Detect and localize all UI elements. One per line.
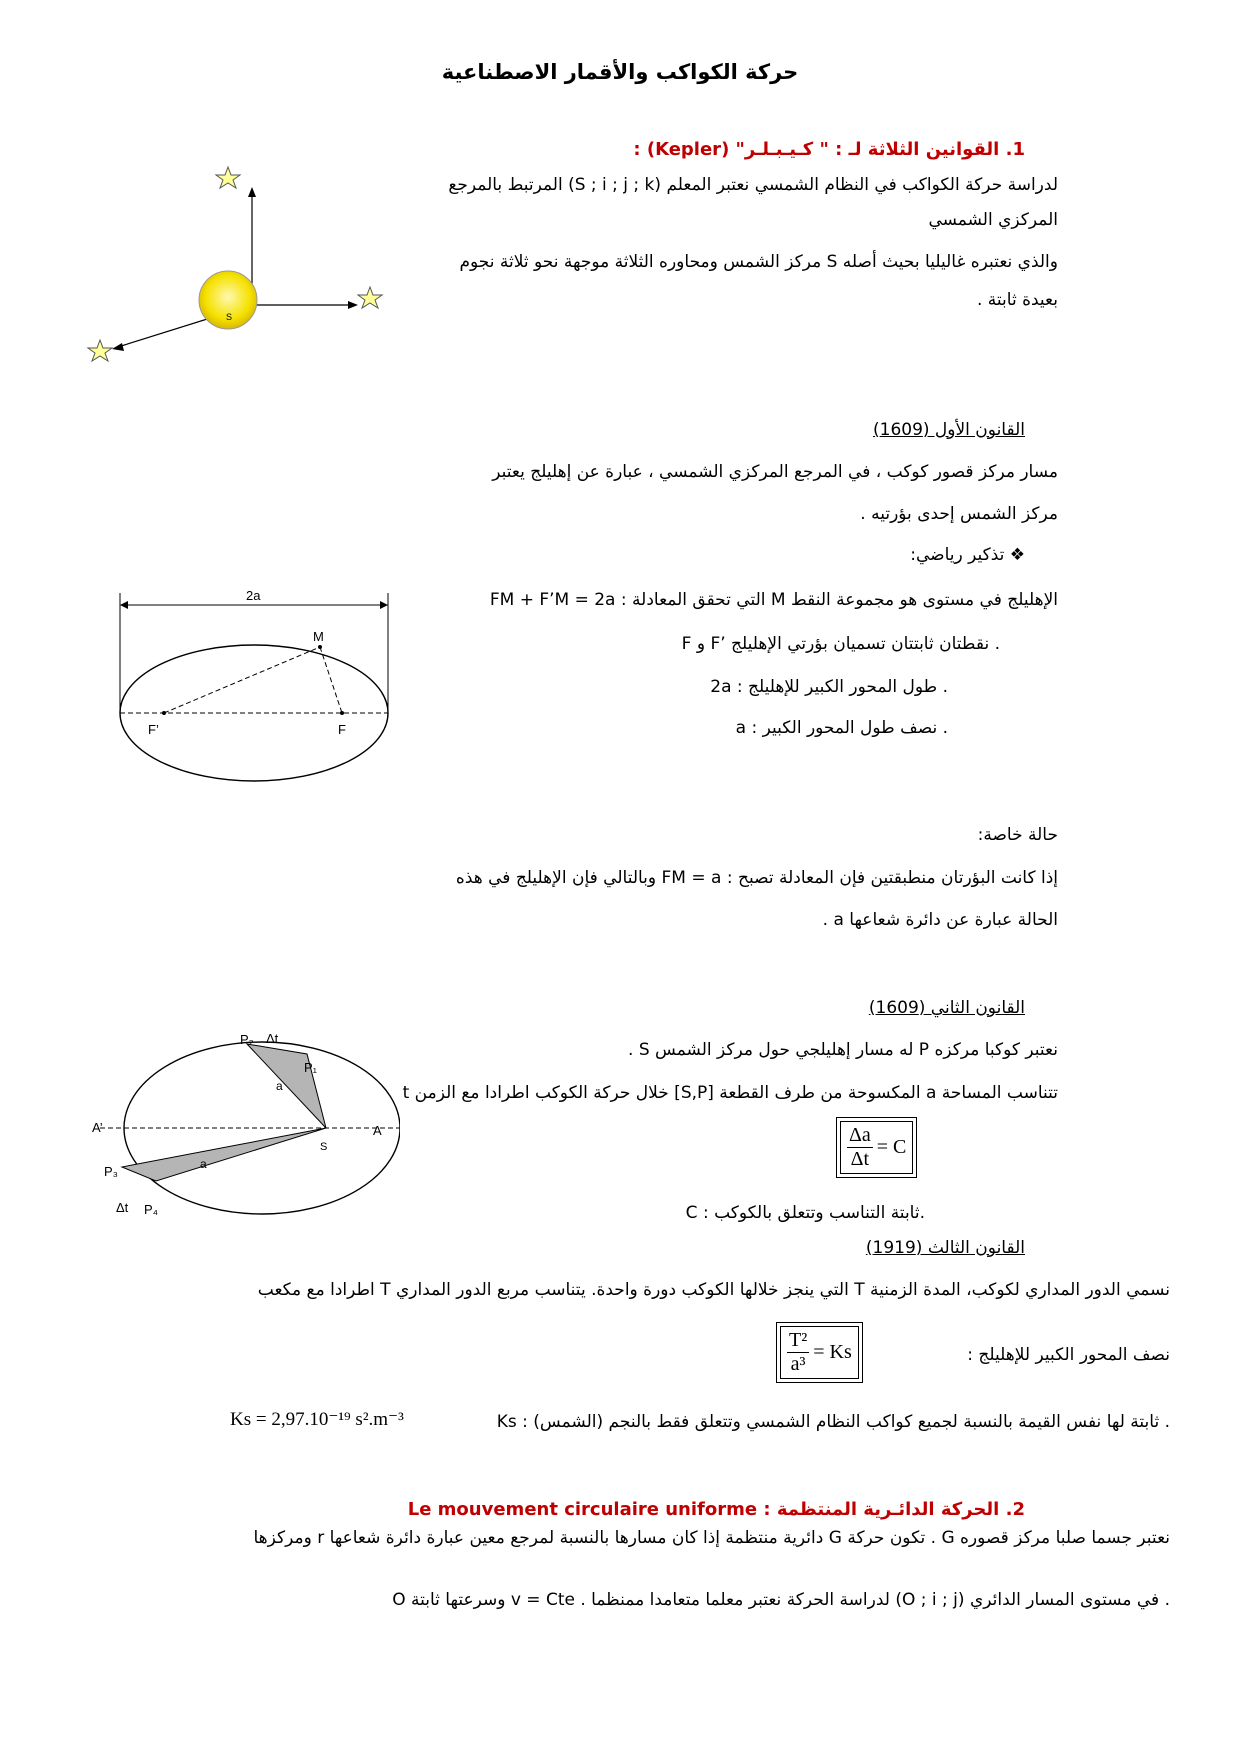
- page-title: حركة الكواكب والأقمار الاصطناعية: [441, 60, 799, 84]
- special-case-text-2: الحالة عبارة عن دائرة شعاعها a .: [822, 910, 1058, 930]
- intro-line-4: بعيدة ثابتة .: [977, 290, 1058, 310]
- law-3-fraction: [787, 1329, 809, 1376]
- heliocentric-frame-diagram: [80, 155, 420, 405]
- law-2-rhs: = C: [876, 1136, 907, 1158]
- section-2-title: الحركة الدائـرية المنتظمة : Le mouvement circulaire uniforme: [407, 1499, 1000, 1520]
- intro-line-2: المركزي الشمسي: [928, 210, 1058, 230]
- law-3-constant-text: Ks : ثابتة لها نفس القيمة بالنسبة لجميع كواكب النظام الشمسي وتتعلق فقط بالنجم (الشمس) .: [496, 1412, 1170, 1432]
- p2-label: P₂: [240, 1032, 254, 1047]
- law-2-constant-text: C : ثابتة التناسب وتتعلق بالكوكب.: [685, 1203, 925, 1223]
- law-2-heading: القانون الثاني (1609): [868, 998, 1025, 1018]
- law-3-text-2: نصف المحور الكبير للإهليلج :: [967, 1345, 1170, 1365]
- major-axis-label: 2a: [246, 588, 261, 603]
- section-1-heading: [633, 140, 1025, 160]
- swept-area-top: [247, 1044, 326, 1128]
- foci-definition: F و F’ نقطتان ثابتتان تسميان بؤرتي الإهليلج .: [681, 634, 1000, 654]
- areal-velocity-diagram: [90, 1028, 400, 1228]
- math-reminder-heading: ❖ تذكير رياضي:: [910, 545, 1025, 565]
- law-2-numerator: Δa: [849, 1124, 871, 1146]
- law-3-text-1: نسمي الدور المداري لكوكب، المدة الزمنية T التي ينجز خلالها الكوكب دورة واحدة. يتناسب مربع الدور المداري T اطرادا مع مكعب: [257, 1280, 1170, 1300]
- law-3-formula-box: [776, 1322, 863, 1383]
- section-2-heading: [408, 1500, 1025, 1520]
- p1-label: P₁: [304, 1060, 318, 1075]
- swept-area-bottom: [122, 1128, 326, 1181]
- law-1-heading: القانون الأول (1609): [872, 420, 1025, 440]
- aphelion-label: A’: [92, 1120, 103, 1135]
- law-3-denominator: a³: [790, 1353, 806, 1375]
- sun-label: S: [226, 312, 233, 322]
- law-2-text-1: نعتبر كوكبا مركزه P له مسار إهليلجي حول مركز الشمس S .: [628, 1040, 1058, 1060]
- law-2-fraction: [847, 1124, 873, 1171]
- star-icon-left: [88, 340, 112, 361]
- perihelion-label: A: [373, 1123, 382, 1138]
- law-3-numerator: T²: [789, 1329, 808, 1351]
- law-3-constant-value: Ks = 2,97.10⁻¹⁹ s².m⁻³: [230, 1409, 404, 1430]
- sun-s-label: S: [320, 1141, 328, 1153]
- ellipse-diagram: [110, 585, 410, 785]
- law-2-denominator: Δt: [850, 1148, 870, 1170]
- special-case-heading: حالة خاصة:: [977, 825, 1058, 845]
- area-top-label: a: [276, 1079, 283, 1093]
- p3-label: P₃: [104, 1164, 118, 1179]
- section-2-number: 2.: [1005, 1499, 1025, 1520]
- point-m-label: M: [313, 629, 324, 644]
- law-1-text-2: مركز الشمس إحدى بؤرتيه .: [860, 504, 1058, 524]
- focus-f-label: F: [338, 722, 346, 737]
- dt-bottom-label: Δt: [116, 1200, 129, 1215]
- law-3-rhs: = Ks: [813, 1341, 852, 1363]
- law-1-text-1: مسار مركز قصور كوكب ، في المرجع المركزي الشمسي ، عبارة عن إهليلج يعتبر: [492, 462, 1058, 482]
- section-2-text-2: O وسرعتها ثابتة v = Cte . لدراسة الحركة نعتبر معلما متعامدا ممنظما (O ; i ; j) في مستوى المسار الدائري .: [392, 1590, 1170, 1610]
- p4-label: P₄: [144, 1202, 158, 1217]
- section-2-text-1: نعتبر جسما صلبا مركز قصوره G . تكون حركة G دائرية منتظمة إذا كان مسارها بالنسبة لمرجع معين عبارة دائرة شعاعها r ومركزها: [253, 1528, 1170, 1548]
- area-bottom-label: a: [200, 1157, 207, 1171]
- law-3-heading: القانون الثالث (1919): [865, 1238, 1025, 1258]
- dt-top-label: Δt: [266, 1031, 279, 1046]
- ellipse-definition: الإهليلج في مستوى هو مجموعة النقط M التي تحقق المعادلة : FM + F’M = 2a: [489, 590, 1058, 610]
- star-icon-right: [358, 287, 382, 308]
- star-icon-top: [216, 167, 240, 188]
- semi-axis-definition: a : نصف طول المحور الكبير .: [735, 718, 948, 738]
- focus-f-prime-label: F’: [148, 722, 159, 737]
- section-1-title: القوانين الثلاثة لـ : " كـيـبـلـر" (Kepler) :: [633, 139, 1000, 160]
- law-2-text-2: تتناسب المساحة a المكسوحة من طرف القطعة [S,P] خلال حركة الكوكب اطرادا مع الزمن t: [402, 1083, 1058, 1103]
- intro-line-1: لدراسة حركة الكواكب في النظام الشمسي نعتبر المعلم (S ; i ; j ; k) المرتبط بالمرجع: [448, 175, 1058, 195]
- section-1-number: 1.: [1005, 139, 1025, 160]
- special-case-text-1: إذا كانت البؤرتان منطبقتين فإن المعادلة تصبح : FM = a وبالتالي فإن الإهليلج في هذه: [455, 868, 1058, 888]
- law-2-formula-box: [836, 1117, 917, 1178]
- intro-line-3: والذي نعتبره غاليليا بحيث أصله S مركز الشمس ومحاوره الثلاثة موجهة نحو ثلاثة نجوم: [459, 252, 1058, 272]
- major-axis-definition: 2a : طول المحور الكبير للإهليلج .: [710, 677, 948, 697]
